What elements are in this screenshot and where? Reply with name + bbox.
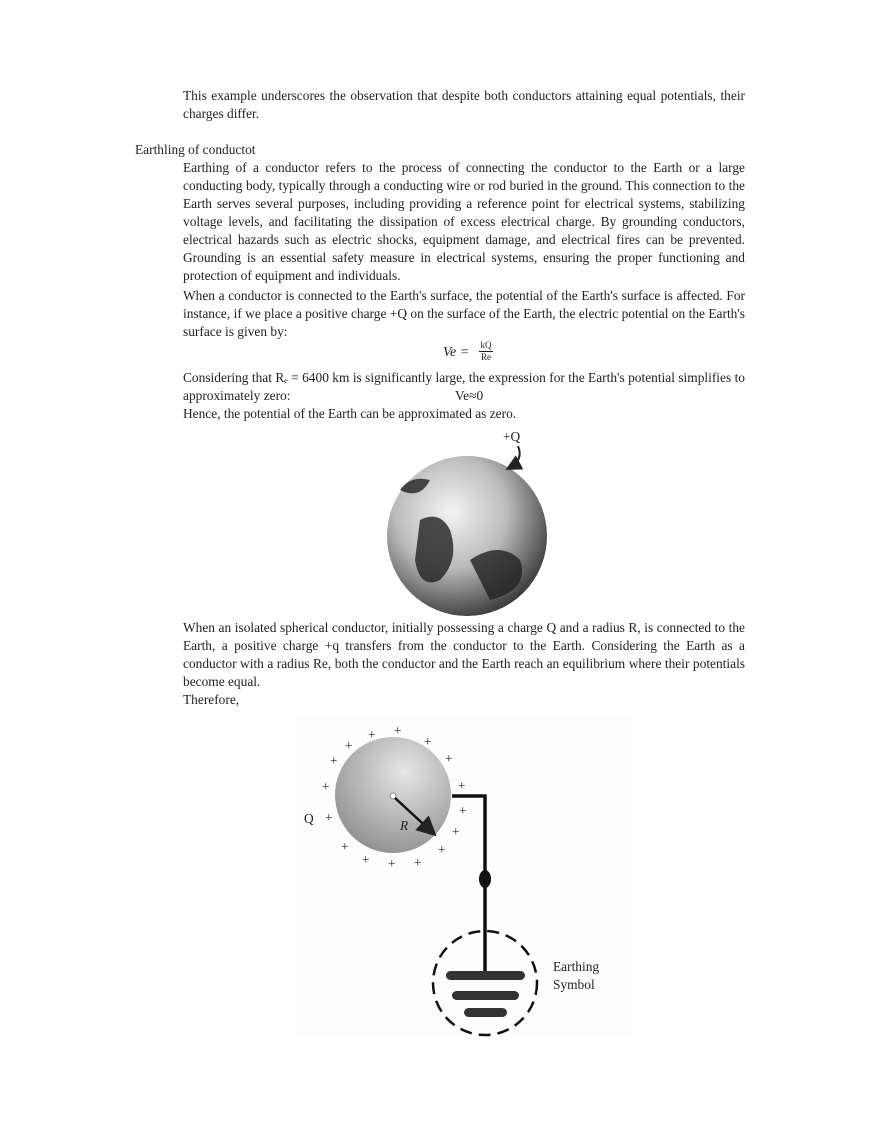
- earthing-paragraph: Earthing of a conductor refers to the process of connecting the conductor to the Earth or a large conducting body, typically through a conducting wire or rod buried in the ground. This connection to the Earth serves several purposes, including providing a reference point for electrical systems, stabilizing voltage levels, and facilitating the dissipation of excess electrical charge. By grounding conductors, electrical hazards such as electric shocks, equipment damage, and electrical fires can be prevented. Grounding is an essential safety measure in electrical systems, ensuring the proper functioning and protection of equipment and individuals.: [183, 160, 745, 283]
- ground-bar: [446, 971, 525, 980]
- intro-paragraph: This example underscores the observation that despite both conductors attaining equal potentials, their charges differ.: [183, 88, 745, 121]
- plus-sign: +: [341, 839, 349, 854]
- plus-sign: +: [458, 778, 466, 793]
- potential-paragraph: When a conductor is connected to the Earth's surface, the potential of the Earth's surface is affected. For instance, if we place a positive charge +Q on the surface of the Earth, the electric potential on the Earth's surface is given by:: [183, 288, 745, 339]
- therefore-text: Therefore,: [183, 692, 240, 707]
- formula-lhs: Ve =: [443, 345, 470, 360]
- plus-sign: +: [459, 803, 467, 818]
- plus-sign: +: [345, 738, 353, 753]
- plus-q-label: +Q: [503, 429, 521, 444]
- isolated-conductor-paragraph: When an isolated spherical conductor, initially possessing a charge Q and a radius R, is connected to the Earth, a positive charge +q transfers from the conductor to the Earth. Considering the Earth as a conductor with a radius Re, both the conductor and the Earth reach an equilibrium where their potentials become equal.: [183, 620, 745, 689]
- section-heading: Earthling of conductot: [135, 142, 256, 157]
- plus-sign: +: [325, 810, 333, 825]
- plus-sign: +: [414, 855, 422, 870]
- plus-sign: +: [394, 723, 402, 738]
- plus-sign: +: [330, 753, 338, 768]
- approx-zero-formula: Ve≈0: [451, 387, 515, 405]
- earthing-label-line1: Earthing: [553, 959, 600, 974]
- hence-paragraph: Hence, the potential of the Earth can be approximated as zero.: [183, 406, 517, 421]
- plus-sign: +: [388, 856, 396, 871]
- radius-label: R: [400, 818, 409, 833]
- plus-sign: +: [362, 852, 370, 867]
- considering-paragraph: Considering that Rₑ = 6400 km is significantly large, the expression for the Earth's potential simplifies to approximately zero:: [183, 370, 745, 403]
- plus-sign: +: [368, 727, 376, 742]
- earthing-label-line2: Symbol: [553, 977, 595, 992]
- plus-sign: +: [424, 734, 432, 749]
- formula-numerator: kQ: [480, 340, 492, 350]
- plus-sign: +: [452, 824, 460, 839]
- ground-bar: [452, 991, 519, 1000]
- plus-sign: +: [445, 751, 453, 766]
- formula-denominator: Re: [481, 352, 491, 362]
- plus-sign: +: [322, 779, 330, 794]
- ground-bar: [464, 1008, 507, 1017]
- plus-sign: +: [438, 842, 446, 857]
- charge-label: Q: [304, 811, 314, 826]
- wire-joint: [479, 870, 491, 888]
